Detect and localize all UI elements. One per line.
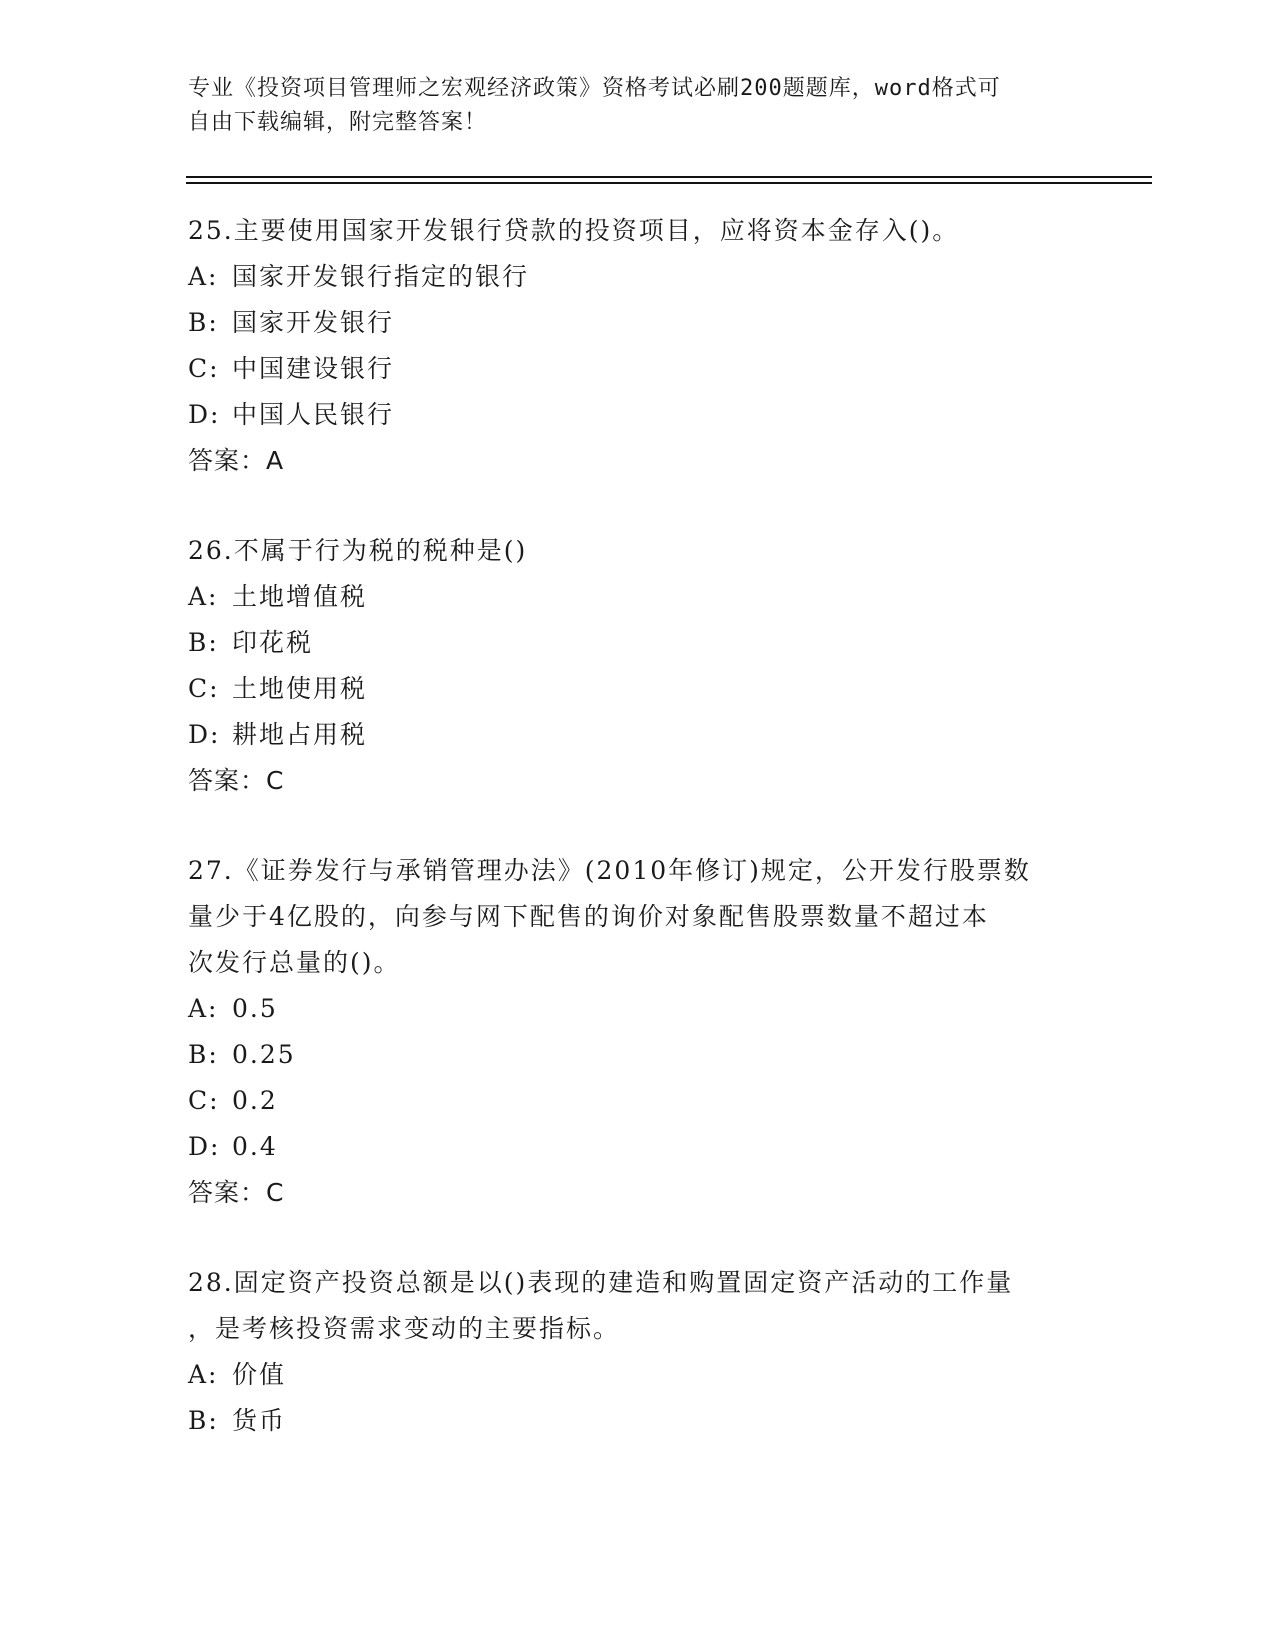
option-c [188, 1078, 1088, 1124]
option-key: B: [188, 1040, 219, 1069]
option-b [188, 620, 1088, 666]
question-stem: 25.主要使用国家开发银行贷款的投资项目，应将资本金存入()。 [188, 216, 960, 245]
question-stem: 26.不属于行为税的税种是() [188, 536, 528, 565]
option-text: 印花税 [232, 628, 314, 657]
option-key: C: [188, 354, 220, 383]
answer-line: 答案：A [188, 446, 285, 475]
option-text: 货币 [232, 1406, 287, 1435]
answer-line: 答案：C [188, 766, 285, 795]
option-text: 0.25 [232, 1040, 296, 1069]
option-text: 0.4 [232, 1132, 278, 1161]
question-stem-line-2: 量少于4亿股的，向参与网下配售的询价对象配售股票数量不超过本 [188, 902, 989, 931]
option-text: 价值 [232, 1360, 287, 1389]
option-b [188, 1398, 1088, 1444]
option-b [188, 300, 1088, 346]
question-stem-line-3: 次发行总量的()。 [188, 948, 401, 977]
option-key: B: [188, 308, 219, 337]
question-stem-line-1: 27.《证券发行与承销管理办法》(2010年修订)规定，公开发行股票数 [188, 856, 1031, 885]
option-a [188, 574, 1088, 620]
option-text: 0.2 [232, 1086, 278, 1115]
header-divider-top [186, 176, 1152, 178]
header-divider-bottom [186, 182, 1152, 184]
option-key: D: [188, 720, 221, 749]
option-text: 耕地占用税 [232, 720, 368, 749]
option-a [188, 254, 1088, 300]
option-text: 国家开发银行 [232, 308, 395, 337]
option-key: C: [188, 674, 220, 703]
header-line-1: 专业《投资项目管理师之宏观经济政策》资格考试必刷200题题库，word格式可 [188, 76, 1001, 101]
option-key: C: [188, 1086, 220, 1115]
option-text: 0.5 [232, 994, 278, 1023]
spacer [188, 804, 1088, 848]
option-d [188, 1124, 1088, 1170]
question-26 [188, 528, 1088, 804]
option-d [188, 712, 1088, 758]
option-a [188, 986, 1088, 1032]
option-b [188, 1032, 1088, 1078]
question-28 [188, 1260, 1088, 1444]
option-key: B: [188, 628, 219, 657]
option-key: B: [188, 1406, 219, 1435]
question-stem-line-2: ，是考核投资需求变动的主要指标。 [188, 1314, 621, 1343]
option-text: 中国人民银行 [232, 400, 395, 429]
option-key: A: [188, 262, 219, 291]
spacer [188, 1216, 1088, 1260]
option-key: D: [188, 400, 221, 429]
option-text: 中国建设银行 [232, 354, 395, 383]
option-key: D: [188, 1132, 221, 1161]
option-d [188, 392, 1088, 438]
spacer [188, 484, 1088, 528]
question-27 [188, 848, 1088, 1216]
option-text: 国家开发银行指定的银行 [232, 262, 530, 291]
header-line-2: 自由下载编辑，附完整答案！ [188, 110, 488, 135]
option-text: 土地增值税 [232, 582, 368, 611]
option-key: A: [188, 994, 219, 1023]
option-text: 土地使用税 [232, 674, 368, 703]
option-key: A: [188, 582, 219, 611]
answer-line: 答案：C [188, 1178, 285, 1207]
question-25 [188, 208, 1088, 484]
question-stem-line-1: 28.固定资产投资总额是以()表现的建造和购置固定资产活动的工作量 [188, 1268, 1014, 1297]
option-key: A: [188, 1360, 219, 1389]
option-c [188, 346, 1088, 392]
question-list [188, 208, 1088, 1444]
option-c [188, 666, 1088, 712]
option-a [188, 1352, 1088, 1398]
document-header [188, 72, 1068, 140]
